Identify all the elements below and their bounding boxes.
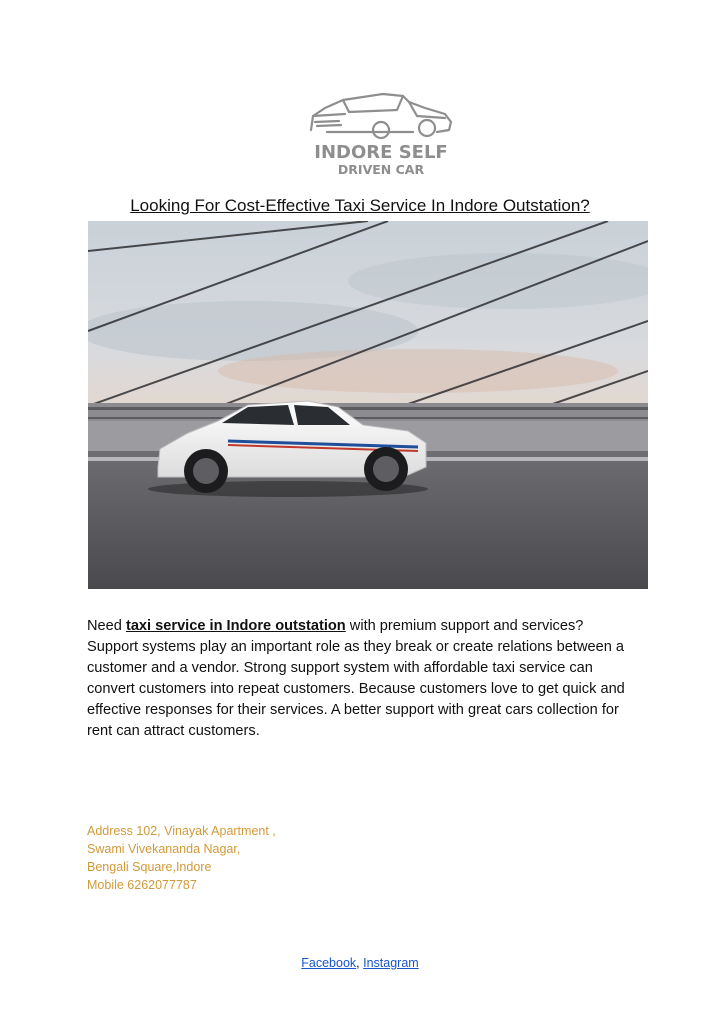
logo-title-line2: DRIVEN CAR	[337, 162, 425, 177]
brand-logo	[305, 86, 457, 178]
address-line: Address 102, Vinayak Apartment ,	[87, 824, 276, 838]
paragraph-body: with premium support and services? Support systems play an important role as they break or create relations between a customer and a vendor. Strong support system with affordable taxi service can convert customers into repeat customers. Because customers love to get quick and effective responses for their services. A better support with great cars collection for rent can attract customers.	[87, 618, 625, 739]
taxi-service-link[interactable]: taxi service in Indore outstation	[125, 618, 346, 634]
instagram-link[interactable]: Instagram	[363, 956, 419, 970]
contact-address	[87, 822, 387, 894]
address-line: Swami Vivekananda Nagar,	[87, 842, 241, 856]
page-title: Looking For Cost-Effective Taxi Service In Indore Outstation?	[130, 196, 590, 215]
paragraph-prefix: Need	[87, 618, 126, 634]
social-links	[0, 956, 720, 970]
facebook-link[interactable]: Facebook	[301, 956, 357, 970]
address-line: Bengali Square,Indore	[87, 860, 212, 874]
mobile-number: Mobile 6262077787	[87, 878, 197, 892]
logo-title-line1: INDORE SELF	[314, 142, 448, 163]
social-separator: ,	[356, 956, 364, 970]
car-logo-icon	[305, 86, 457, 142]
hero-car-image	[88, 221, 648, 589]
intro-paragraph	[87, 616, 637, 742]
car-on-bridge-photo	[88, 221, 648, 589]
